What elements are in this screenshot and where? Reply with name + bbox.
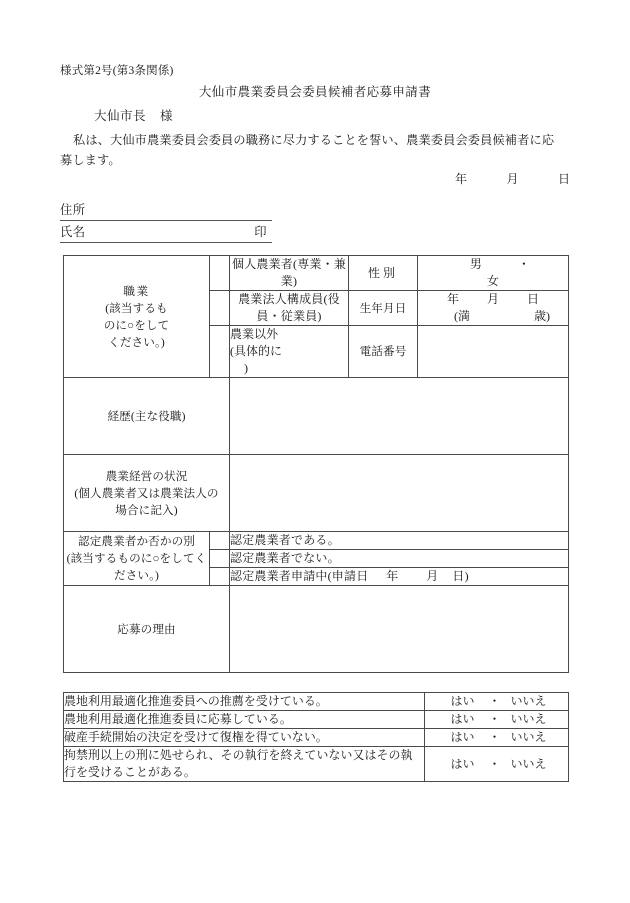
- career-value[interactable]: [230, 378, 569, 455]
- certified-pending-label: 認定農業者申請中(申請日: [230, 569, 369, 583]
- answer-separator: ・: [488, 694, 501, 708]
- question-text-applying: 農地利用最適化推進委員に応募している。: [64, 711, 425, 729]
- certified-mark-is[interactable]: [210, 532, 230, 550]
- seal-label: 印: [254, 225, 267, 239]
- yes-option[interactable]: はい: [450, 694, 475, 708]
- yes-option[interactable]: はい: [450, 712, 475, 726]
- addressee-name: 大仙市長: [94, 109, 147, 123]
- table-row: [64, 711, 569, 729]
- no-option[interactable]: いいえ: [510, 694, 547, 708]
- addressee-honorific: 様: [160, 109, 174, 123]
- question-text-bankruptcy: 破産手続開始の決定を受けて復権を得ていない。: [64, 729, 425, 747]
- answer-separator: ・: [488, 712, 501, 726]
- table-row: [64, 256, 569, 291]
- occupation-label-line1: 職業: [123, 284, 150, 298]
- addressee-line: [94, 106, 173, 124]
- occupation-label-line3: のに○をして: [103, 318, 170, 332]
- address-label: 住所: [60, 203, 86, 217]
- occupation-label-line2: (該当するも: [105, 301, 168, 315]
- occupation-option-corporate[interactable]: 農業法人構成員(役員・従業員): [230, 291, 349, 326]
- question-text-imprisonment: [64, 747, 425, 782]
- no-option[interactable]: いいえ: [510, 730, 547, 744]
- address-field[interactable]: [60, 198, 272, 221]
- question-imprisonment-line1: 拘禁刑以上の刑に処せられ、その執行を終えていない又はその執行: [64, 748, 413, 779]
- farm-status-label-line3: 場合に記入): [115, 503, 178, 517]
- eligibility-questions-table: [63, 692, 569, 782]
- sex-male-option[interactable]: 男: [469, 257, 483, 271]
- certified-label-line2: (該当するものに○をしてく: [66, 552, 207, 565]
- age-close-label: 歳): [534, 309, 550, 323]
- dob-age-row: [418, 308, 568, 325]
- occupation-other-close-paren: ): [244, 361, 248, 375]
- pledge-statement: 私は、大仙市農業委員会委員の職務に尽力することを誓い、農業委員会委員候補者に応募します。: [60, 133, 555, 167]
- reason-value[interactable]: [230, 586, 569, 673]
- occupation-label-line4: ください。): [108, 335, 165, 349]
- dob-year-label: 年: [446, 292, 459, 306]
- dob-month-label: 月: [486, 292, 499, 306]
- form-code: 様式第2号(第3条関係): [60, 65, 174, 77]
- certified-farmer-label: [64, 532, 210, 586]
- pending-month-label: 月: [426, 569, 439, 583]
- answer-applying[interactable]: [425, 711, 569, 729]
- answer-separator: ・: [488, 756, 501, 771]
- farm-status-label-line1: 農業経営の状況: [105, 469, 188, 483]
- answer-bankruptcy[interactable]: [425, 729, 569, 747]
- date-year-label: 年: [455, 172, 468, 186]
- yes-option[interactable]: はい: [450, 756, 475, 771]
- dob-label: 生年月日: [349, 291, 418, 326]
- table-row: [64, 455, 569, 532]
- table-row: [64, 586, 569, 673]
- occupation-other-line2: [230, 343, 348, 377]
- applicant-details-table: [63, 255, 569, 673]
- dob-date-row: [433, 292, 553, 306]
- sex-separator: ・: [517, 257, 531, 271]
- pending-year-label: 年: [386, 569, 399, 583]
- dob-day-label: 日: [526, 292, 539, 306]
- age-open-label: (満: [454, 309, 470, 323]
- answer-separator: ・: [488, 730, 501, 744]
- yes-option[interactable]: はい: [450, 730, 475, 744]
- occupation-option-other[interactable]: [230, 326, 349, 378]
- name-field[interactable]: [60, 220, 272, 243]
- occupation-other-specify-label: (具体的に: [230, 344, 282, 358]
- occupation-label: [64, 256, 210, 378]
- certified-mark-pending[interactable]: [210, 568, 230, 586]
- table-row: [64, 532, 569, 550]
- no-option[interactable]: いいえ: [510, 756, 547, 771]
- occupation-option-individual[interactable]: 個人農業者(専業・兼業): [230, 256, 349, 291]
- table-row: [64, 747, 569, 782]
- page-title: 大仙市農業委員会委員候補者応募申請書: [198, 85, 432, 99]
- name-label: 氏名: [60, 225, 86, 239]
- farm-status-label: [64, 455, 230, 532]
- occupation-mark-individual[interactable]: [210, 256, 230, 291]
- sex-female-option[interactable]: 女: [486, 274, 500, 288]
- answer-recommendation[interactable]: [425, 693, 569, 711]
- certified-option-pending[interactable]: [230, 568, 569, 586]
- certified-mark-not[interactable]: [210, 550, 230, 568]
- phone-value[interactable]: [418, 326, 569, 378]
- date-day-label: 日: [557, 172, 570, 186]
- career-label: 経歴(主な役職): [64, 378, 230, 455]
- question-imprisonment-line2: を受けることがある。: [76, 765, 196, 779]
- certified-pending-date[interactable]: [372, 569, 468, 583]
- table-row: [64, 693, 569, 711]
- sex-value[interactable]: [418, 256, 569, 291]
- certified-option-is[interactable]: 認定農業者である。: [230, 532, 569, 550]
- submission-date[interactable]: [455, 170, 570, 187]
- answer-imprisonment[interactable]: [425, 747, 569, 782]
- occupation-other-line1: 農業以外: [230, 327, 279, 341]
- no-option[interactable]: いいえ: [510, 712, 547, 726]
- table-row: [64, 729, 569, 747]
- reason-label: 応募の理由: [64, 586, 230, 673]
- certified-label-line1: 認定農業者か否かの別: [78, 535, 195, 548]
- occupation-mark-corporate[interactable]: [210, 291, 230, 326]
- occupation-mark-other[interactable]: [210, 326, 230, 378]
- pending-day-label: 日): [452, 569, 469, 583]
- dob-value[interactable]: [418, 291, 569, 326]
- farm-status-value[interactable]: [230, 455, 569, 532]
- date-month-label: 月: [506, 172, 519, 186]
- table-row: [64, 378, 569, 455]
- farm-status-label-line2: (個人農業者又は農業法人の: [74, 486, 219, 500]
- certified-option-not[interactable]: 認定農業者でない。: [230, 550, 569, 568]
- phone-label: 電話番号: [349, 326, 418, 378]
- certified-label-line3: ださい。): [114, 569, 159, 582]
- sex-label: 性別: [349, 256, 418, 291]
- question-text-recommendation: 農地利用最適化推進委員への推薦を受けている。: [64, 693, 425, 711]
